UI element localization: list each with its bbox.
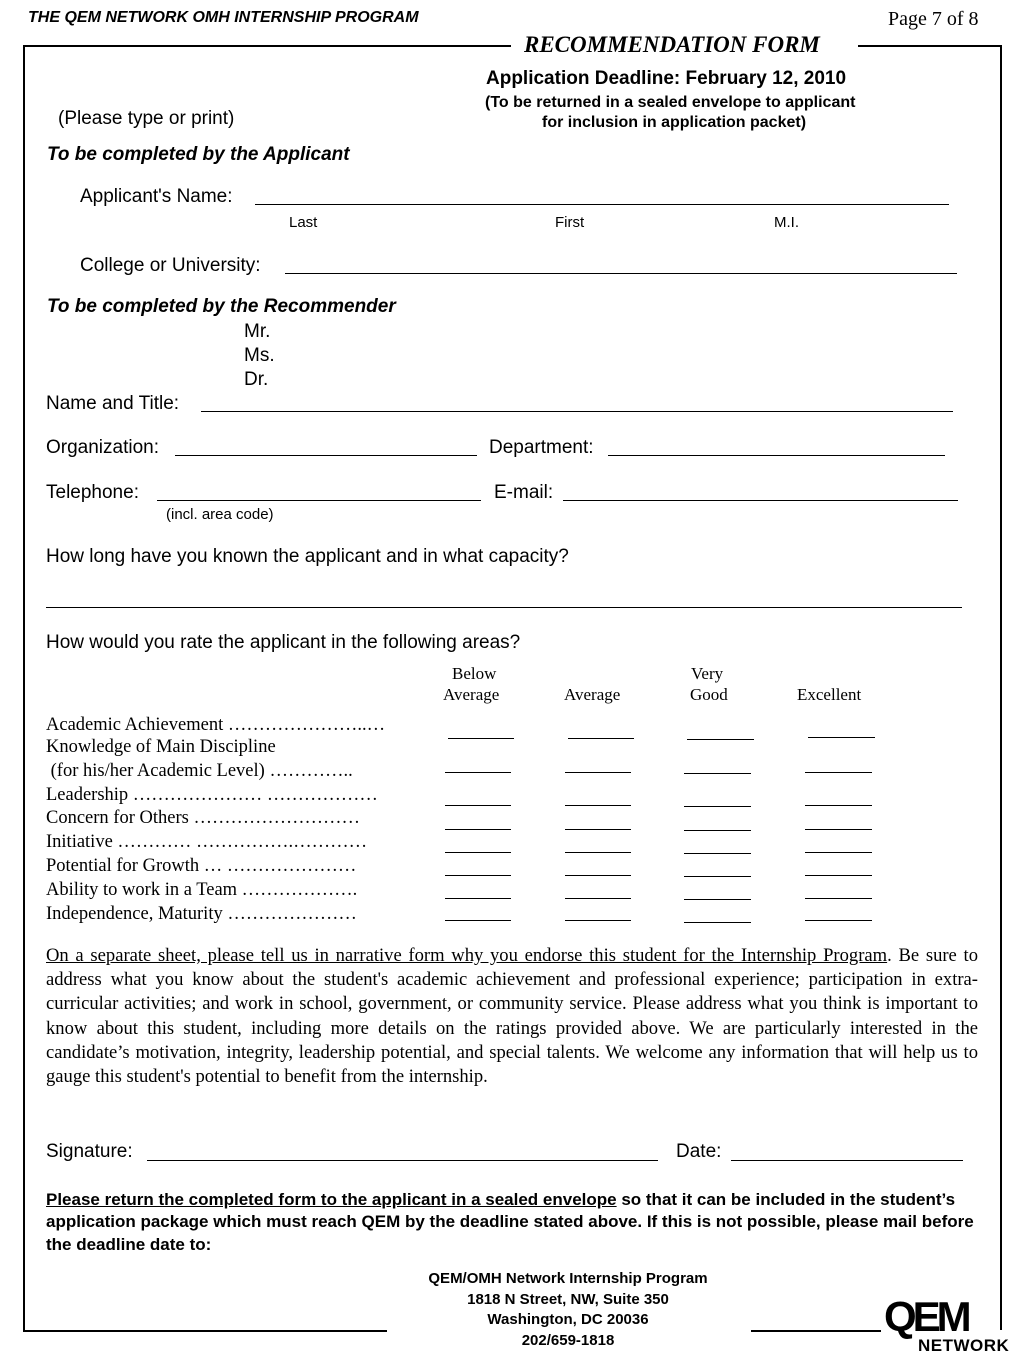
rating-blank[interactable] <box>565 852 631 853</box>
rating-blank[interactable] <box>448 738 514 739</box>
rating-blank[interactable] <box>684 876 751 877</box>
college-label: College or University: <box>80 255 261 276</box>
rating-blank[interactable] <box>805 805 872 806</box>
title-dr: Dr. <box>244 369 269 390</box>
organization-field[interactable] <box>175 455 477 456</box>
rating-blank[interactable] <box>684 853 751 854</box>
mi-label: M.I. <box>774 214 799 231</box>
rating-blank[interactable] <box>684 806 751 807</box>
col-below-average-line1: Below <box>452 664 497 683</box>
address-line-1: QEM/OMH Network Internship Program <box>428 1270 708 1287</box>
rating-blank[interactable] <box>805 898 872 899</box>
title-ms: Ms. <box>244 345 275 366</box>
rating-blank[interactable] <box>805 920 872 921</box>
rating-blank[interactable] <box>568 738 634 739</box>
address-line-4: 202/659-1818 <box>521 1332 615 1349</box>
telephone-field[interactable] <box>157 500 481 501</box>
rating-row-potential: Potential for Growth … ………………… <box>46 856 357 876</box>
rating-blank[interactable] <box>445 898 511 899</box>
frame-bottom-right <box>751 1330 881 1332</box>
rating-blank[interactable] <box>684 922 751 923</box>
frame-bottom-left <box>23 1330 387 1332</box>
rating-blank[interactable] <box>445 805 511 806</box>
college-field[interactable] <box>285 273 957 274</box>
address-line-2: 1818 N Street, NW, Suite 350 <box>467 1291 669 1308</box>
rating-row-teamwork: Ability to work in a Team ………………. <box>46 880 358 900</box>
rating-blank[interactable] <box>684 773 751 774</box>
telephone-hint: (incl. area code) <box>166 506 274 523</box>
rating-row-concern: Concern for Others ……………………… <box>46 808 360 828</box>
name-title-label: Name and Title: <box>46 393 180 414</box>
applicant-name-label: Applicant's Name: <box>80 186 233 207</box>
known-question: How long have you known the applicant and in what capacity? <box>46 546 569 567</box>
page-number: Page 7 of 8 <box>888 8 979 30</box>
rating-blank[interactable] <box>684 830 751 831</box>
department-label: Department: <box>489 437 594 458</box>
qem-logo: QEM <box>884 1293 968 1340</box>
deadline-title: Application Deadline: February 12, 2010 <box>486 68 847 89</box>
return-instructions <box>46 1189 978 1256</box>
rating-blank[interactable] <box>445 875 511 876</box>
rating-row-knowledge: Knowledge of Main Discipline <box>46 737 276 757</box>
signature-field[interactable] <box>147 1160 658 1161</box>
rating-blank[interactable] <box>808 737 875 738</box>
date-field[interactable] <box>731 1160 963 1161</box>
name-title-field[interactable] <box>201 411 953 412</box>
frame-left <box>23 45 25 1330</box>
rating-blank[interactable] <box>565 829 631 830</box>
col-very-good-line2: Good <box>690 685 728 704</box>
rating-blank[interactable] <box>565 898 631 899</box>
applicant-section-title: To be completed by the Applicant <box>47 144 350 165</box>
first-label: First <box>555 214 585 231</box>
narrative-details: . Be sure to address what you know about the student's academic achievement and professional experience; participation in extra-curricular activities; and work in school, government, or community service. Please address what you think is important to know about this student, including more details on the ratings provided above. We are particularly interested in the candidate’s motivation, integrity, leadership potential, and special talents. We welcome any information that will help us to gauge this student's potential to benefit from the internship. <box>46 945 978 1088</box>
email-field[interactable] <box>563 500 958 501</box>
email-label: E-mail: <box>494 482 554 503</box>
rating-blank[interactable] <box>565 772 631 773</box>
rating-row-knowledge-level: (for his/her Academic Level) ………….. <box>46 761 353 781</box>
signature-label: Signature: <box>46 1141 133 1162</box>
rating-blank[interactable] <box>805 772 872 773</box>
deadline-note-1: (To be returned in a sealed envelope to applicant <box>485 94 856 111</box>
rating-blank[interactable] <box>565 920 631 921</box>
rating-blank[interactable] <box>684 899 751 900</box>
rating-blank[interactable] <box>445 829 511 830</box>
rating-row-academic: Academic Achievement …………………..… <box>46 715 386 735</box>
col-very-good-line1: Very <box>691 664 724 683</box>
frame-top-right <box>858 45 1002 47</box>
col-below-average-line2: Average <box>443 685 500 704</box>
rating-blank[interactable] <box>805 852 872 853</box>
rating-row-independence: Independence, Maturity ………………… <box>46 904 357 924</box>
qem-network-wordmark: NETWORK <box>918 1336 1010 1355</box>
narrative-instruction: On a separate sheet, please tell us in narrative form why you endorse this student for the Internship Program <box>46 945 888 966</box>
rating-blank[interactable] <box>687 739 754 740</box>
return-instruction-emphasis: Please return the completed form to the applicant in a sealed envelope <box>46 1190 617 1209</box>
rating-blank[interactable] <box>565 805 631 806</box>
frame-top-left <box>23 45 511 47</box>
applicant-name-field[interactable] <box>255 204 949 205</box>
rating-blank[interactable] <box>445 772 511 773</box>
rating-row-leadership: Leadership ………………… ……………… <box>46 785 378 805</box>
rating-blank[interactable] <box>445 852 511 853</box>
title-mr: Mr. <box>244 321 271 342</box>
narrative-paragraph <box>46 944 978 1089</box>
date-label: Date: <box>676 1141 722 1162</box>
col-average: Average <box>564 685 621 704</box>
rating-row-initiative: Initiative ………… …………….………… <box>46 832 368 852</box>
rating-blank[interactable] <box>805 829 872 830</box>
recommender-section-title: To be completed by the Recommender <box>47 296 396 317</box>
type-print-note: (Please type or print) <box>58 108 235 129</box>
rating-blank[interactable] <box>565 875 631 876</box>
form-title: RECOMMENDATION FORM <box>524 32 820 57</box>
program-header: THE QEM NETWORK OMH INTERNSHIP PROGRAM <box>28 9 419 26</box>
telephone-label: Telephone: <box>46 482 139 503</box>
rating-blank[interactable] <box>805 875 872 876</box>
deadline-note-2: for inclusion in application packet) <box>542 114 807 131</box>
frame-right <box>1000 45 1002 1330</box>
last-label: Last <box>289 214 318 231</box>
rating-question: How would you rate the applicant in the following areas? <box>46 632 521 653</box>
department-field[interactable] <box>608 455 945 456</box>
return-instruction-rest: so that it can be included in the student’s application package which must reach QEM by the deadline stated above. If this is not possible, please mail before the deadline date to: <box>46 1190 974 1254</box>
known-answer-field[interactable] <box>46 607 962 608</box>
rating-blank[interactable] <box>445 920 511 921</box>
address-line-3: Washington, DC 20036 <box>487 1311 649 1328</box>
organization-label: Organization: <box>46 437 160 458</box>
col-excellent: Excellent <box>797 685 862 704</box>
